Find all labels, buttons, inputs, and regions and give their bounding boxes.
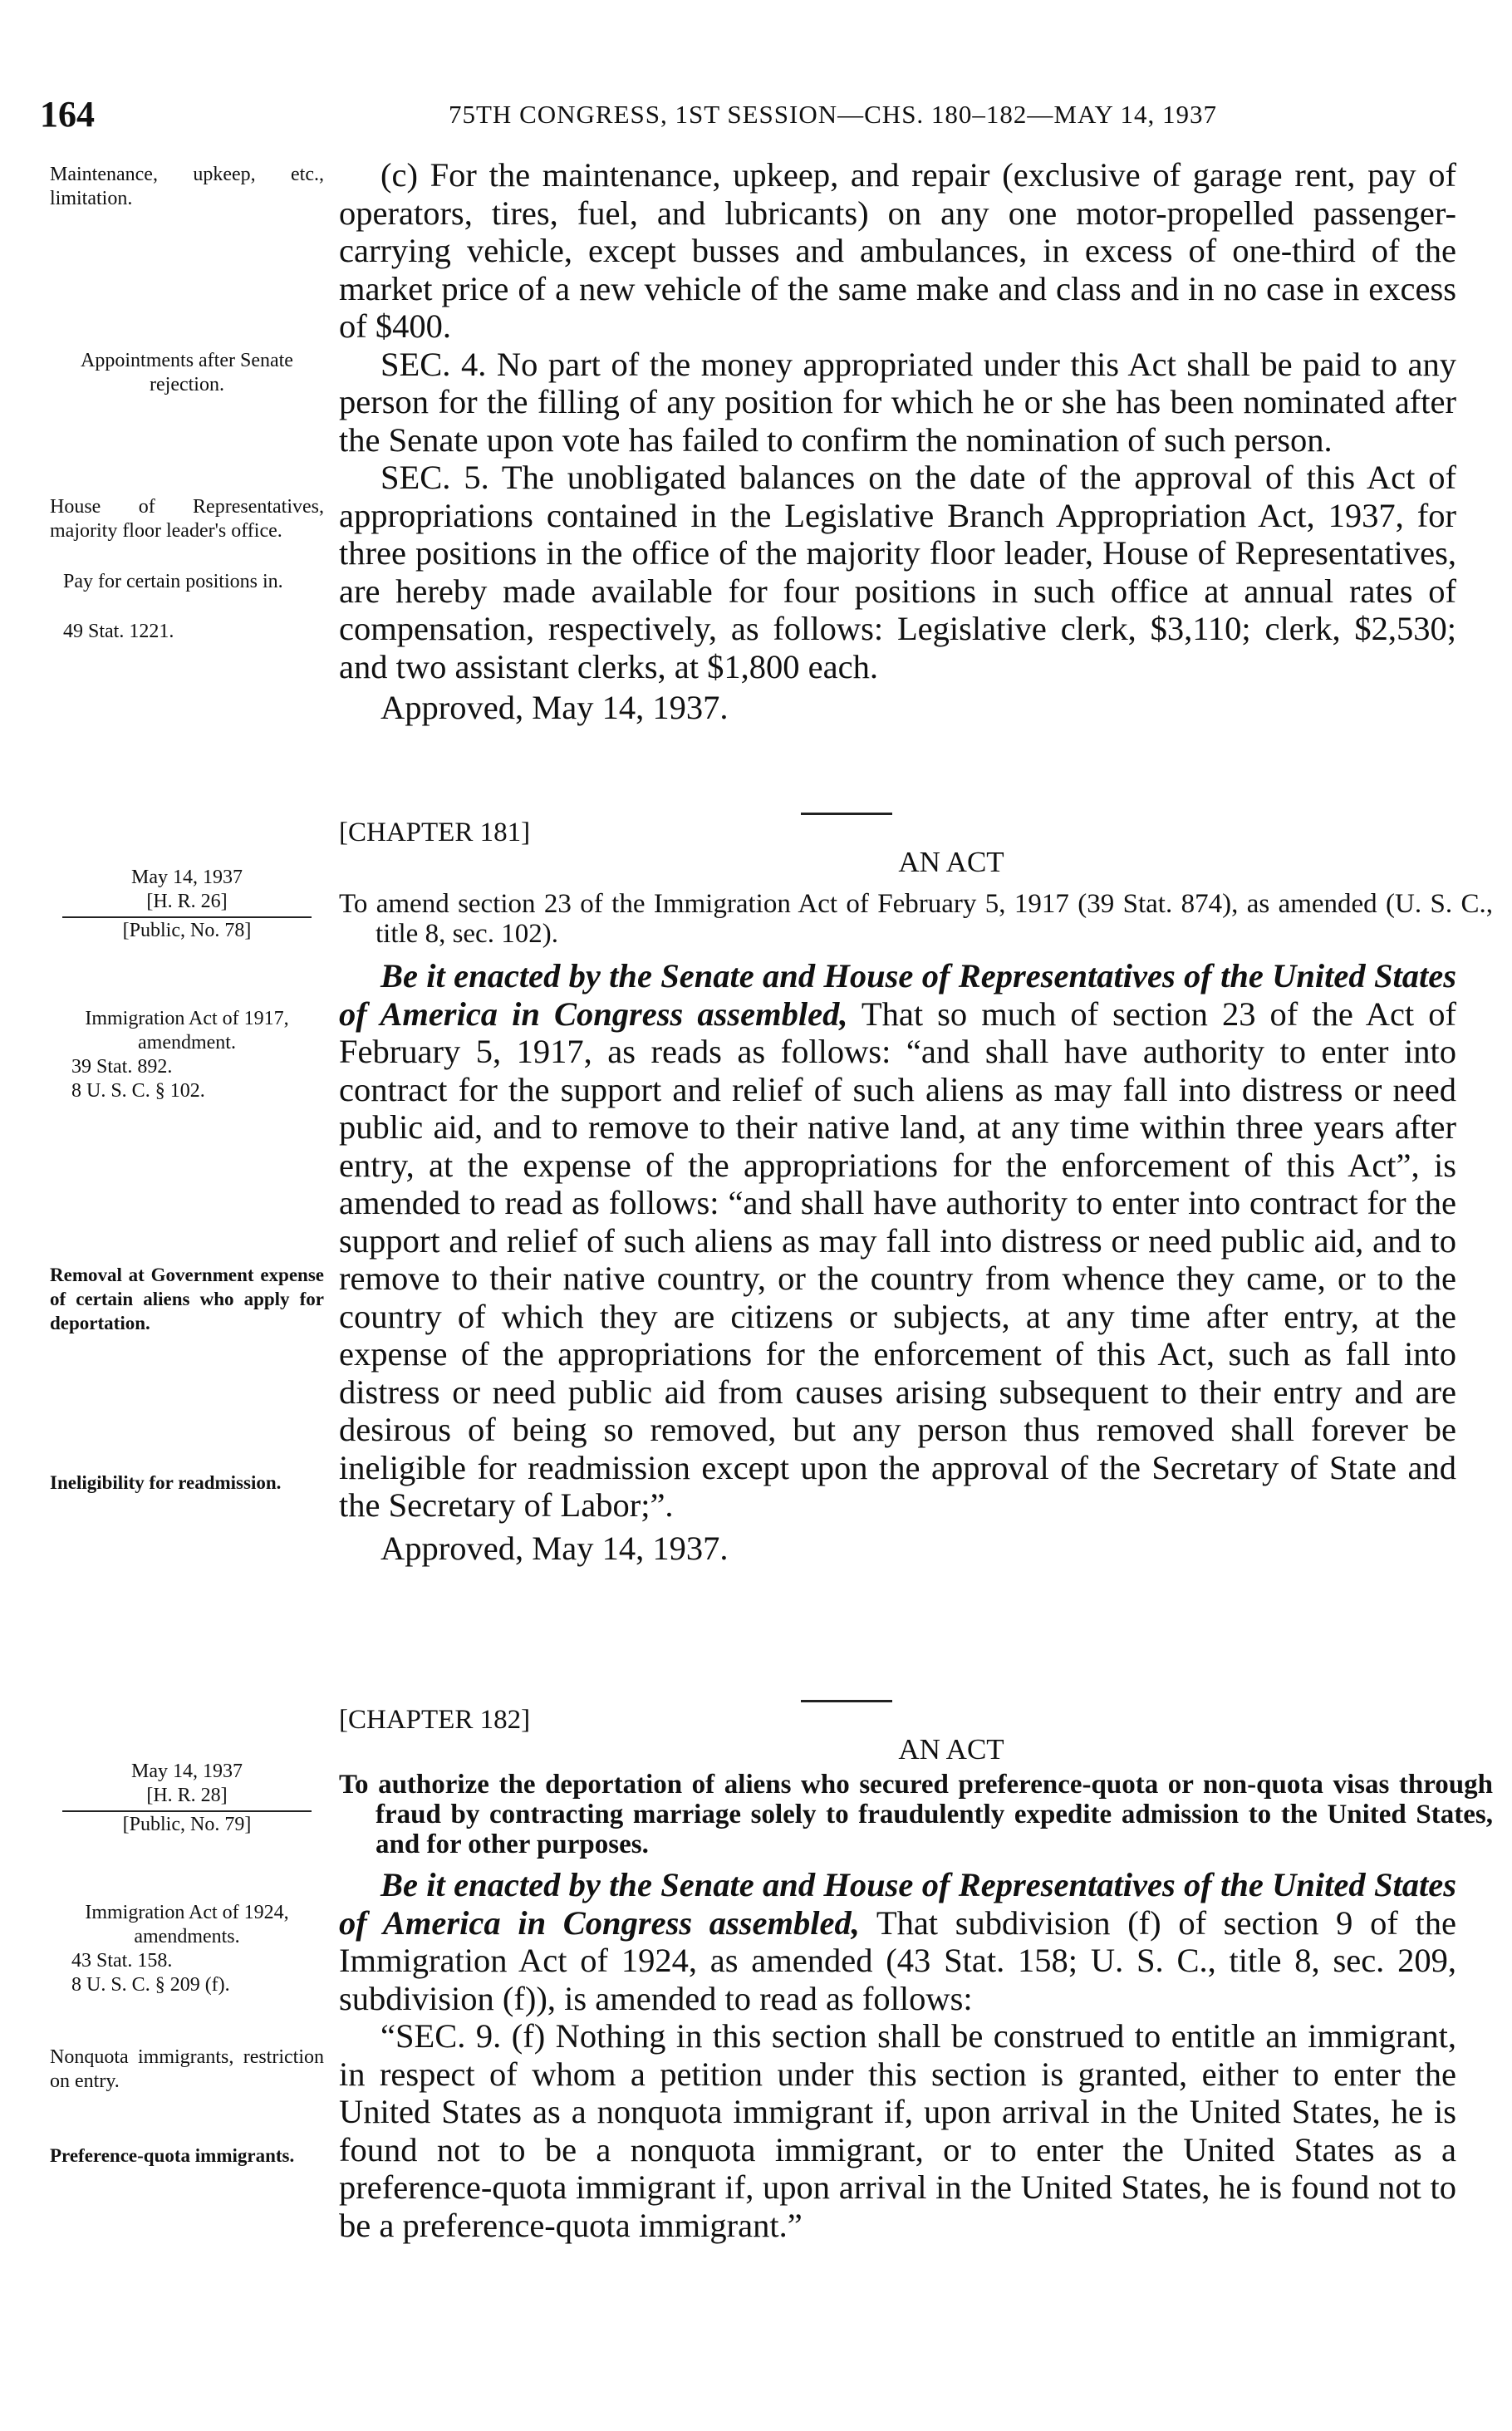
margin-note-ch182-hr: [H. R. 28] — [50, 1784, 324, 1812]
enacting-clause-182: Be it enacted by the Senate and House of Representatives of the United States of America in Congress assembled, — [339, 1866, 1456, 1942]
margin-note-ch182-date: May 14, 1937 — [131, 1761, 243, 1782]
enacting-clause-181: Be it enacted by the Senate and House of Representatives of the United States of America in Congress assembled, — [339, 957, 1456, 1033]
chapter-181-enacting: Be it enacted by the Senate and House of Representatives of the United States of America in Congress assembled, That so much of section 23 of the Act of February 5, 1917, as reads as follows: “and shall have authority to enter into contract for the support and relief of such aliens as may fall into distress or need public aid, and to remove to their native land, at any time within three years after entry, at the expense of the appropriations for the enforcement of this Act”, is amended to read as follows: “and shall have authority to enter into contract for the support and relief of such aliens as may fall into distress or need public aid, and to remove to their native country, or the country from whence they came, or to the country of which they are citizens or subjects, at any time after entry, at the expense of the appropriations for the enforcement of this Act, such as fall into distress or need public aid from causes arising subsequent to their entry and are desirous of being so removed, but any person thus removed shall forever be ineligible for readmission except upon the approval of the Secretary of State and the Secretary of Labor;”. — [339, 957, 1456, 1524]
section-4: SEC. 4. No part of the money appropriated under this Act shall be paid to any person for the filling of any position for which he or she has been nominated after the Senate upon vote has failed to confirm the nomination of such person. — [339, 345, 1456, 459]
section-divider — [801, 813, 892, 815]
chapter-181-body — [339, 957, 1456, 1567]
paragraph-c: (c) For the maintenance, upkeep, and repair (exclusive of garage rent, pay of operators, tires, fuel, and lubricants) on any one motor-propelled passenger-carrying vehicle, except busses and ambulances, in excess of one-third of the market price of a new vehicle of the same make and class and in no case in excess of $400. — [339, 156, 1456, 345]
margin-note-removal: Removal at Government expense of certain aliens who apply for deportation. — [50, 1265, 324, 1333]
page-number: 164 — [40, 94, 95, 135]
chapter-182-label: [CHAPTER 182] — [339, 1705, 531, 1735]
margin-note-appointments: Appointments after Senate rejection. — [81, 350, 293, 395]
chapter-182-title: To authorize the deportation of aliens who secured preference-quota or non-quota visas through fraud by contracting marriage solely to fraudulently expedite admission to the United States, and for other purposes. — [339, 1770, 1493, 1859]
margin-note-stat-892: 39 Stat. 892. — [71, 1056, 173, 1078]
chapter-182-enacting: Be it enacted by the Senate and House of Representatives of the United States of America in Congress assembled, That subdivision (f) of section 9 of the Immigration Act of 1924, as amended (43 Stat. 158; U. S. C., title 8, sec. 209, subdivision (f)), is amended to read as follows: — [339, 1866, 1456, 2017]
chapter-182-body — [339, 1866, 1456, 2244]
margin-note-ineligibility: Ineligibility for readmission. — [50, 1472, 282, 1493]
section-5: SEC. 5. The unobligated balances on the date of the approval of this Act of appropriations contained in the Legislative Branch Appropriation Act, 1937, for three positions in the office of the majority floor leader, House of Representatives, are hereby made available for four positions in such office at annual rates of compensation, respectively, as follows: Legislative clerk, $3,110; clerk, $2,530; and two assistant clerks, at $1,800 each. — [339, 459, 1456, 685]
text-block-chapter-180 — [339, 156, 1456, 727]
margin-note-stat-1221: 49 Stat. 1221. — [63, 621, 174, 642]
chapter-181-an-act: AN ACT — [898, 846, 1004, 878]
margin-note-nonquota: Nonquota immigrants, restriction on entry. — [50, 2046, 324, 2092]
chapter-181-title: To amend section 23 of the Immigration Act of February 5, 1917 (39 Stat. 874), as amended (U. S. C., title 8, sec. 102). — [339, 889, 1493, 949]
margin-note-ch181-public: [Public, No. 78] — [122, 920, 252, 941]
margin-note-immigration-1917: Immigration Act of 1917, amendment. — [85, 1008, 289, 1053]
margin-note-ch181-date: May 14, 1937 — [131, 867, 243, 888]
margin-note-stat-158: 43 Stat. 158. — [71, 1950, 173, 1972]
margin-note-immigration-1924: Immigration Act of 1924, amendments. — [85, 1902, 289, 1947]
chapter-182-an-act: AN ACT — [898, 1733, 1004, 1766]
approval-line-181: Approved, May 14, 1937. — [380, 1529, 729, 1567]
margin-note-house: House of Representatives, majority floor leader's office. — [50, 496, 324, 542]
margin-note-maintenance: Maintenance, upkeep, etc., limitation. — [50, 164, 324, 209]
section-divider — [801, 1700, 892, 1702]
margin-note-preference: Preference-quota immigrants. — [50, 2145, 295, 2166]
running-head: 75TH CONGRESS, 1ST SESSION—CHS. 180–182—MAY 14, 1937 — [449, 100, 1218, 129]
margin-note-ch181-hr: [H. R. 26] — [50, 890, 324, 918]
margin-note-usc-209: 8 U. S. C. § 209 (f). — [71, 1974, 230, 1996]
margin-note-pay: Pay for certain positions in. — [63, 571, 283, 592]
chapter-181-label: [CHAPTER 181] — [339, 818, 531, 847]
margin-note-ch182-public: [Public, No. 79] — [122, 1814, 252, 1835]
section-9-f: “SEC. 9. (f) Nothing in this section shall be construed to entitle an immigrant, in respect of whom a petition under this section is granted, either to enter the United States as a nonquota immigrant if, upon arrival in the United States, he is found not to be a nonquota immigrant, or to enter the United States as a preference-quota immigrant if, upon arrival in the United States, he is found not to be a preference-quota immigrant.” — [339, 2017, 1456, 2244]
margin-note-usc-102: 8 U. S. C. § 102. — [71, 1080, 205, 1102]
approval-line-180: Approved, May 14, 1937. — [380, 689, 729, 726]
